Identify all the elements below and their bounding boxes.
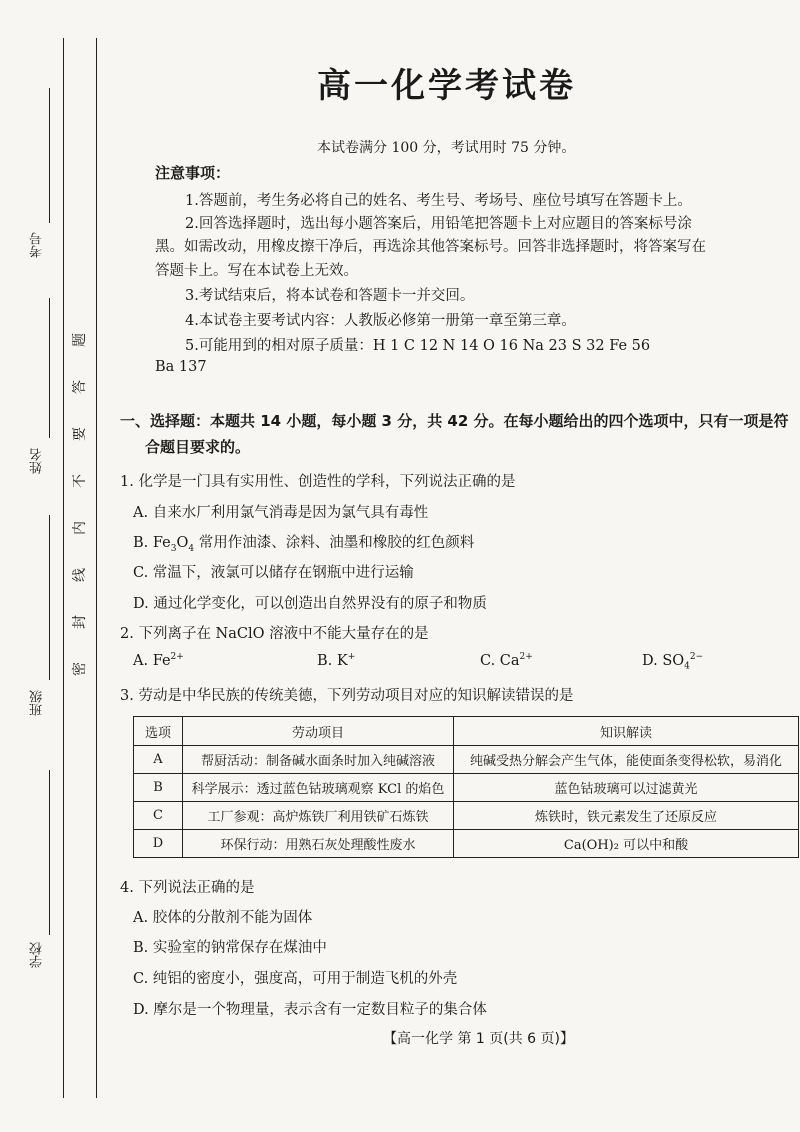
exam-title: 高一化学考试卷 (317, 66, 576, 106)
notice-line: 黑。如需改动，用橡皮擦干净后，再选涂其他答案标号。回答非选择题时，将答案写在 (155, 239, 706, 255)
question-1-stem: 1. 化学是一门具有实用性、创造性的学科，下列说法正确的是 (120, 474, 516, 490)
class-blank (49, 515, 50, 680)
name-blank (49, 298, 50, 438)
notice-line: 2.回答选择题时，选出每小题答案后，用铅笔把答题卡上对应题目的答案标号涂 (185, 216, 692, 232)
school-label: 学校 (30, 942, 45, 968)
seal-char: 内 (72, 521, 88, 535)
table-cell: 蓝色钴玻璃可以过滤黄光 (454, 774, 799, 802)
question-1-option-b: B. $Fe_3O_4$ 常用作油漆、涂料、油墨和橡胶的红色颜料 (133, 535, 475, 554)
question-1-option-c: C. 常温下，液氯可以储存在钢瓶中进行运输 (133, 565, 414, 581)
margin-line-inner (96, 38, 97, 1098)
table-header-cell: 知识解读 (454, 717, 799, 746)
question-3-table (133, 716, 799, 858)
question-2-option-d: D. $SO_4^{2-}$ (642, 652, 704, 672)
exam-no-blank (49, 88, 50, 223)
seal-char: 封 (72, 615, 88, 629)
notice-heading: 注意事项： (155, 164, 231, 182)
table-row (134, 802, 799, 830)
notice-line: 1.答题前，考生务必将自己的姓名、考生号、考场号、座位号填写在答题卡上。 (185, 193, 692, 209)
binding-margin (0, 0, 110, 1132)
table-cell: A (134, 746, 183, 774)
question-2-stem: 2. 下列离子在 NaClO 溶液中不能大量存在的是 (120, 626, 429, 642)
class-label: 班级 (30, 690, 45, 716)
table-cell: B (134, 774, 183, 802)
question-2-option-a: A. $Fe^{2+}$ (133, 652, 184, 669)
table-cell: 科学展示：透过蓝色钴玻璃观察 KCl 的焰色 (183, 774, 454, 802)
question-4-stem: 4. 下列说法正确的是 (120, 880, 255, 896)
seal-char: 要 (72, 427, 88, 441)
seal-char: 密 (72, 662, 88, 676)
page-footer: 【高一化学 第 1 页(共 6 页)】 (383, 1031, 574, 1047)
seal-char: 答 (72, 380, 88, 394)
table-cell: 炼铁时，铁元素发生了还原反应 (454, 802, 799, 830)
section-heading-cont: 合题目要求的。 (145, 438, 251, 456)
table-cell: 环保行动：用熟石灰处理酸性废水 (183, 830, 454, 858)
table-cell: Ca(OH)₂ 可以中和酸 (454, 830, 799, 858)
table-row (134, 830, 799, 858)
table-header-cell: 劳动项目 (183, 717, 454, 746)
table-cell: D (134, 830, 183, 858)
table-cell: 纯碱受热分解会产生气体，能使面条变得松软，易消化 (454, 746, 799, 774)
margin-line-outer (63, 38, 64, 1098)
table-cell: 帮厨活动：制备碱水面条时加入纯碱溶液 (183, 746, 454, 774)
table-row (134, 746, 799, 774)
table-header-cell: 选项 (134, 717, 183, 746)
seal-char: 题 (72, 333, 88, 347)
table-cell: 工厂参观：高炉炼铁厂利用铁矿石炼铁 (183, 802, 454, 830)
exam-subtitle: 本试卷满分 100 分，考试用时 75 分钟。 (317, 140, 576, 156)
question-4-option-b: B. 实验室的钠常保存在煤油中 (133, 940, 327, 956)
seal-char: 线 (72, 568, 88, 582)
question-4-option-d: D. 摩尔是一个物理量，表示含有一定数目粒子的集合体 (133, 1002, 487, 1018)
question-2-option-b: B. K+ (317, 652, 356, 669)
notice-line: 5.可能用到的相对原子质量：H 1 C 12 N 14 O 16 Na 23 S 32 Fe 56 (185, 338, 651, 354)
notice-line: Ba 137 (155, 359, 207, 375)
table-header-row (134, 717, 799, 746)
table-cell: C (134, 802, 183, 830)
exam-no-label: 考号 (30, 232, 45, 258)
notice-line: 3.考试结束后，将本试卷和答题卡一并交回。 (185, 288, 475, 304)
notice-line: 答题卡上。写在本试卷上无效。 (155, 263, 358, 279)
question-4-option-a: A. 胶体的分散剂不能为固体 (133, 910, 313, 926)
question-3-stem: 3. 劳动是中华民族的传统美德，下列劳动项目对应的知识解读错误的是 (120, 688, 574, 704)
section-heading: 一、选择题：本题共 14 小题，每小题 3 分，共 42 分。在每小题给出的四个选项中，只有一项是符 (120, 412, 789, 430)
seal-line-text (68, 330, 90, 679)
seal-char: 不 (72, 474, 88, 488)
question-2-option-c: C. $Ca^{2+}$ (480, 652, 533, 669)
question-1-option-d: D. 通过化学变化，可以创造出自然界没有的原子和物质 (133, 596, 487, 612)
question-4-option-c: C. 纯铝的密度小，强度高，可用于制造飞机的外壳 (133, 971, 458, 987)
table-row (134, 774, 799, 802)
school-blank (49, 770, 50, 935)
notice-line: 4.本试卷主要考试内容：人教版必修第一册第一章至第三章。 (185, 313, 576, 329)
name-label: 姓名 (30, 448, 45, 474)
question-1-option-a: A. 自来水厂利用氯气消毒是因为氯气具有毒性 (133, 505, 429, 521)
